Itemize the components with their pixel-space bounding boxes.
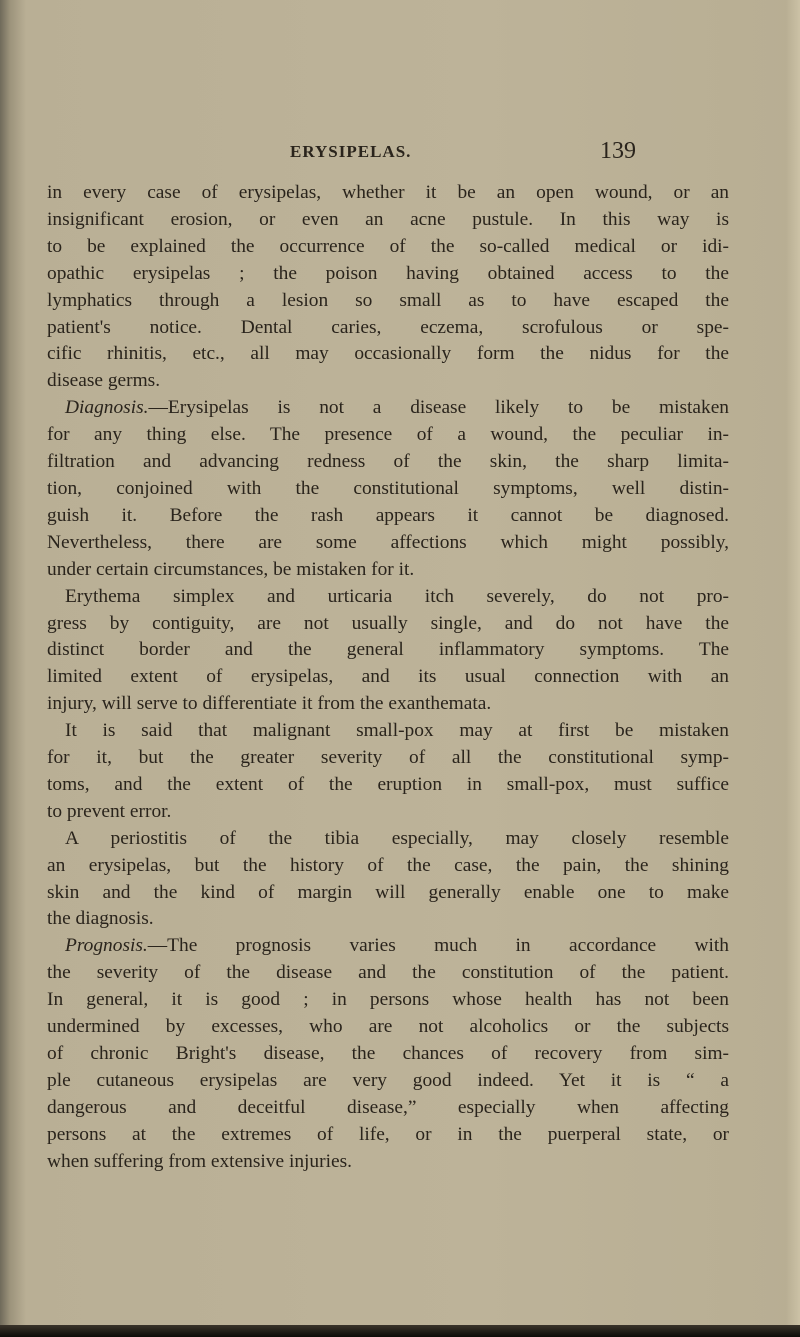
paragraph bbox=[47, 584, 729, 719]
text-line: insignificant erosion, or even an acne pustule. In this way is bbox=[47, 208, 729, 230]
text-line: to be explained the occurrence of the so-called medical or idi- bbox=[47, 235, 729, 257]
text-line: gress by contiguity, are not usually single, and do not have the bbox=[47, 612, 729, 634]
text-line: the severity of the disease and the constitution of the patient. bbox=[47, 962, 729, 984]
text-line: to prevent error. bbox=[47, 800, 172, 822]
text-line: It is said that malignant small-pox may at first be mistaken bbox=[65, 720, 729, 742]
text-line: patient's notice. Dental caries, eczema, scrofulous or spe- bbox=[47, 316, 729, 338]
text-line: for it, but the greater severity of all the constitutional symp- bbox=[47, 747, 729, 769]
page-number: 139 bbox=[600, 138, 636, 164]
text-line: guish it. Before the rash appears it cannot be diagnosed. bbox=[47, 504, 729, 526]
text-fragment: —The prognosis varies much in accordance with bbox=[147, 935, 729, 957]
text-line: distinct border and the general inflammatory symptoms. The bbox=[47, 639, 729, 661]
text-line: A periostitis of the tibia especially, may closely resemble bbox=[65, 827, 729, 849]
page-edge bbox=[786, 0, 800, 1337]
paragraph bbox=[47, 826, 729, 934]
text-line: skin and the kind of margin will generally enable one to make bbox=[47, 881, 729, 903]
text-line: in every case of erysipelas, whether it be an open wound, or an bbox=[47, 182, 729, 203]
text-line: limited extent of erysipelas, and its usual connection with an bbox=[47, 666, 729, 688]
text-line: cific rhinitis, etc., all may occasionally form the nidus for the bbox=[47, 343, 729, 365]
text-line: an erysipelas, but the history of the case, the pain, the shining bbox=[47, 854, 729, 876]
text-line: toms, and the extent of the eruption in small-pox, must suffice bbox=[47, 773, 729, 795]
text-fragment: —Erysipelas is not a disease likely to be mistaken bbox=[148, 397, 729, 419]
text-line: opathic erysipelas ; the poison having obtained access to the bbox=[47, 262, 729, 284]
text-line: disease germs. bbox=[47, 370, 161, 392]
paragraph bbox=[47, 718, 729, 826]
text-line: dangerous and deceitful disease,” especially when affecting bbox=[47, 1096, 729, 1118]
section-heading-diagnosis: Diagnosis. bbox=[65, 397, 149, 419]
paragraph bbox=[47, 180, 729, 395]
paragraph-prognosis bbox=[47, 933, 729, 1175]
text-line: of chronic Bright's disease, the chances of recovery from sim- bbox=[47, 1043, 729, 1064]
page-header bbox=[0, 140, 800, 170]
text-line: under certain circumstances, be mistaken for it. bbox=[47, 558, 415, 580]
running-head: ERYSIPELAS. bbox=[290, 142, 412, 161]
text-line: In general, it is good ; in persons whose health has not been bbox=[47, 989, 729, 1011]
text-line: injury, will serve to differentiate it from the exanthemata. bbox=[47, 693, 492, 715]
text-line: for any thing else. The presence of a wound, the peculiar in- bbox=[47, 424, 729, 446]
text-line: filtration and advancing redness of the skin, the sharp limita- bbox=[47, 451, 729, 473]
text-line bbox=[47, 395, 729, 422]
text-line: Erythema simplex and urticaria itch severely, do not pro- bbox=[65, 585, 729, 607]
text-line: lymphatics through a lesion so small as to have escaped the bbox=[47, 289, 729, 311]
text-line bbox=[47, 933, 729, 960]
text-line: when suffering from extensive injuries. bbox=[47, 1150, 352, 1172]
text-line: the diagnosis. bbox=[47, 908, 154, 930]
paragraph-diagnosis bbox=[47, 395, 729, 583]
text-line: ple cutaneous erysipelas are very good indeed. Yet it is “ a bbox=[47, 1069, 729, 1091]
text-line: Nevertheless, there are some affections which might possibly, bbox=[47, 531, 729, 553]
body-text bbox=[47, 180, 729, 1176]
page-bottom-shadow bbox=[0, 1325, 800, 1337]
text-line: undermined by excesses, who are not alcoholics or the subjects bbox=[47, 1016, 729, 1038]
text-line: persons at the extremes of life, or in the puerperal state, or bbox=[47, 1123, 729, 1145]
section-heading-prognosis: Prognosis. bbox=[65, 935, 148, 957]
text-line: tion, conjoined with the constitutional symptoms, well distin- bbox=[47, 477, 729, 499]
